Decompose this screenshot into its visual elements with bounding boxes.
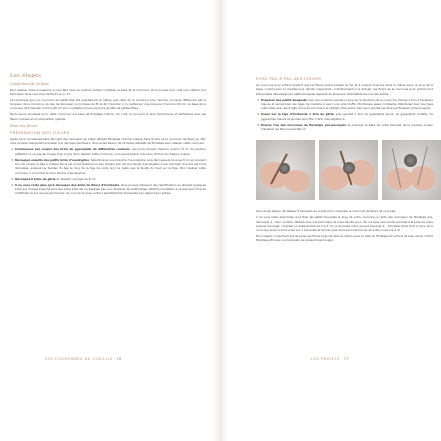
paragraph: Pour réaliser votre accessoire, il vous faut dans un premier temps constituer la base de la couronne. Vous pouvez pour cela vous référer à la technique de la couronne de fleurs en p. 27.: [10, 87, 206, 96]
footer-title: LES COURONNES DE CUEILLIE: [45, 357, 113, 361]
list-item: 1. Commencez par couper des brins de gypsophile de différentes couleurs. Ces brins doivent mesurer environ 8 cm de hauteur (attention à ne pas les couper trop court). Pour réaliser cette couronne, vous aurez besoin d’environ 8 brins de chaque couleur.: [15, 147, 206, 156]
steps-list-pose: [256, 98, 433, 132]
subheading-pose: Pose des fleurs: [10, 124, 38, 129]
subheading-base: Confection de la base: [10, 82, 50, 86]
book-gutter: [212, 0, 229, 441]
paragraph: Nous avons privilégié pour cette couronne une base de floratape marron car c’est ce qui sera le plus harmonieux et esthétique avec les fleurs choisies et la composition globale.: [10, 112, 206, 121]
right-page: [229, 0, 441, 441]
list-item: 3. Prenez l’un des morceaux de floratape pré-découpés et entourez la base de votre bouquet de la manière à bien maintenir les fleurs ensemble ②.: [261, 123, 433, 132]
step-photos: [256, 140, 433, 200]
list-item: 2. Découpez ensuite des petits brins d’eucalyptus. Sélectionnez une branche d’eucalyptus, puis découpez-la tous les 8 cm en prenant soin de couper la tige à chaque fois à ras d’une feuille pour que chaque brin ait une feuille d’eucalyptus à son sommet. Une fois les brins découpés, enlevez les feuilles du bas le long de la tige de sorte qu’il ne reste que la feuille du haut sur la tige. Pour réaliser cette couronne, il vous faut environ 8 brins d’eucalyptus.: [15, 158, 206, 175]
chapter-heading: Les étapes: [10, 73, 42, 79]
paragraph: Pour rappel, l’important est de poser les fleurs toujours dans le même sens à l’aide du floratape et surtout de bien serrer l’ordre floratape afin que vos bouquets ne puissent pas bouger.: [256, 234, 433, 243]
left-page: [0, 0, 212, 441]
paragraph: Vous aurez besoin de réaliser 8 bouquets en ensuit pour composer la couronne de fleurs de ce projet.: [256, 209, 397, 214]
list-item: 3. Découpez 8 brins de gliria en laissant une tige de 8 cm.: [15, 177, 206, 181]
paragraph: La couronne pour enfant requiert que les fleurs soient posées au fur et à mesure toujours dans le même sens, le long de la base, comme pour le modèle pour adulte. Cependant, contrairement à ce dernier, les fleurs de la couronne pour enfant vont être posées davantage par petits bouquets espacés de plusieurs centimètres les uns des autres.: [256, 83, 433, 96]
footer-title: LES PROJETS: [311, 357, 340, 361]
list-item: 1. Préparez des petits bouquets que vous poserez ensuite le long de la structure de la couronne. Prenez 1 brin d’hortensia mauve et serrez bien les tiges de manière à avoir une jolie touffe d’hortensia assez compacte. Maintenez bien les tiges entre elles avec les doigts d’une de vos mains et utilisez votre autre main pour ajouter les fleurs et finaliser votre bouquet.: [261, 98, 433, 111]
paragraph: Il ne vous reste désormais qu’à fixer les petits bouquets le long de votre couronne à l’aide des morceaux de floratape pré-découpés ③ . Pour ce faire, référez-vous à la technique de pose décrite en p. 29. Lorsque vous aurez procédé à la pose de votre premier bouquet, comptez un espacement de 3 à 4 cm, puis posez votre second bouquet ④ . Procédez ainsi tout le long de la couronne jusqu’à avoir posé vos 7 bouquets et arriver près de la seconde boucle de votre couronne ⑤ ⑥ .: [256, 215, 433, 233]
section-heading-preparation: PRÉPARATION DES FLEURS: [10, 130, 70, 136]
running-footer-right: [311, 357, 349, 361]
paragraph: La technique pour la couronne de petite fille est exactement la même que celle de la couronne pour femme. La seule différence est la longueur de la couronne. Au lieu de découper un morceau de fil de fer d’environ 1 m, partez sur une longueur d’environ 80 cm. La base de la couronne doit mesurer environ 40 cm pour s’adapter à tous les tours de tête de petites filles.: [10, 97, 206, 111]
list-item: 4. Il ne vous reste plus qu’à découper des brins de fleurs d’hortensia. Vous pouvez disloquer des ramifications en laissant quelques brins sur chaque branche tant que votre branche ne dépasse pas une douzaine de centimètres. Attention toutefois à ne pas avoir trop de ramifications sur une seule branche car, lors de la pose, la fleur paraîtrait trop imposante par rapport aux autres.: [15, 183, 206, 196]
steps-list-preparation: [10, 147, 206, 195]
page-number: 77: [343, 357, 350, 361]
step-photo-1: [256, 140, 315, 200]
left-page-content: [10, 73, 206, 197]
running-footer-left: [45, 357, 122, 361]
step-photo-2: [319, 140, 378, 200]
page-number: 76: [116, 357, 123, 361]
right-page-content: [256, 74, 433, 244]
list-item: 2. Posez sur la tige d’hortensia 1 brin de gliria, puis ajoutez 1 brin de gypsophile jaune, de gypsophile violette, de gypsophile mauve et ajoutez pour finir 1 brin d’eucalyptus ①.: [261, 112, 433, 121]
paragraph: Après avoir minutieusement découpé des morceaux de ruban adhésif floratape comme indiqué dans le tuto de la couronne de fleurs (p. 28), vous pouvez maintenant procéder à la découpe des fleurs. Vous aurez besoin de 14 tubes adhésifs de floratape pour réaliser cette couronne.: [10, 137, 206, 146]
section-heading-pose: POSE PAS À PAS DES FLEURS: [256, 76, 322, 81]
step-photo-3: [382, 140, 441, 200]
